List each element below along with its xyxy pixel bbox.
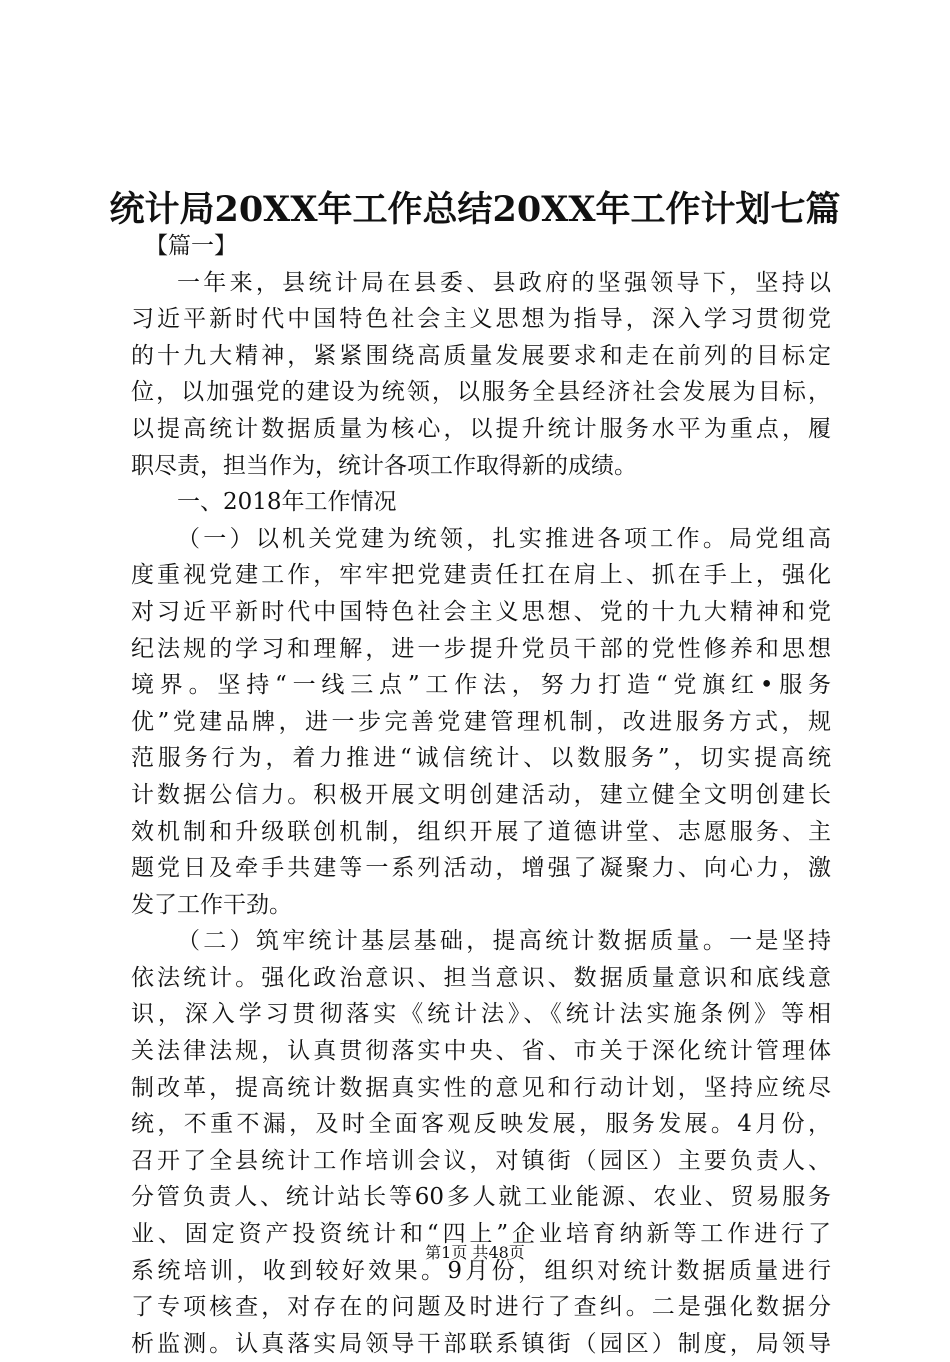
paragraph-line: 优”党建品牌，进一步完善党建管理机制，改进服务方式，规 (131, 708, 831, 735)
paragraph-line: 析监测。认真落实局领导干部联系镇街（园区）制度，局领导 (131, 1330, 831, 1357)
document-title: 统计局20XX年工作总结20XX年工作计划七篇 (109, 189, 841, 230)
paragraph-line: 效机制和升级联创机制，组织开展了道德讲堂、志愿服务、主 (131, 818, 831, 845)
paragraph-line: 的十九大精神，紧紧围绕高质量发展要求和走在前列的目标定 (131, 342, 831, 369)
paragraph-line: 纪法规的学习和理解，进一步提升党员干部的党性修养和思想 (131, 635, 831, 662)
paragraph-line: 职尽责，担当作为，统计各项工作取得新的成绩。 (131, 452, 637, 479)
paragraph-line: 度重视党建工作，牢牢把党建责任扛在肩上、抓在手上，强化 (131, 562, 831, 589)
document-body (131, 228, 831, 1362)
paragraph-line: 业、固定资产投资统计和“四上”企业培育纳新等工作进行了 (131, 1221, 831, 1248)
paragraph-line: 范服务行为，着力推进“诚信统计、以数服务”，切实提高统 (131, 745, 831, 772)
paragraph-line: （二）筑牢统计基层基础，提高统计数据质量。一是坚持 (177, 928, 831, 955)
paragraph-line: 关法律法规，认真贯彻落实中央、省、市关于深化统计管理体 (131, 1038, 831, 1065)
page-footer: 第1页 共48页 (425, 1243, 525, 1262)
paragraph-line: 一年来，县统计局在县委、县政府的坚强领导下，坚持以 (177, 269, 831, 296)
section-label: 【篇一】 (145, 233, 237, 259)
paragraph-line: 以提高统计数据质量为核心，以提升统计服务水平为重点，履 (131, 415, 831, 442)
paragraph-line: 分管负责人、统计站长等60多人就工业能源、农业、贸易服务 (131, 1184, 831, 1211)
paragraph-line: 习近平新时代中国特色社会主义思想为指导，深入学习贯彻党 (131, 306, 831, 333)
paragraph-line: 识，深入学习贯彻落实《统计法》、《统计法实施条例》等相 (131, 1001, 831, 1028)
paragraph-line: 制改革，提高统计数据真实性的意见和行动计划，坚持应统尽 (131, 1074, 831, 1101)
paragraph-line: 依法统计。强化政治意识、担当意识、数据质量意识和底线意 (131, 964, 831, 991)
paragraph-line: 统，不重不漏，及时全面客观反映发展，服务发展。4月份， (131, 1111, 831, 1138)
section-heading: 一、2018年工作情况 (177, 489, 397, 516)
paragraph-line: 计数据公信力。积极开展文明创建活动，建立健全文明创建长 (131, 781, 831, 808)
paragraph-line: 对习近平新时代中国特色社会主义思想、党的十九大精神和党 (131, 598, 831, 625)
paragraph-line: 境界。坚持“一线三点”工作法，努力打造“党旗红•服务 (131, 672, 831, 699)
paragraph-line: 题党日及牵手共建等一系列活动，增强了凝聚力、向心力，激 (131, 855, 831, 882)
paragraph-line: （一）以机关党建为统领，扎实推进各项工作。局党组高 (177, 525, 831, 552)
paragraph-line: 系统培训，收到较好效果。9月份，组织对统计数据质量进行 (131, 1257, 831, 1284)
paragraph-line: 召开了全县统计工作培训会议，对镇街（园区）主要负责人、 (131, 1147, 831, 1174)
paragraph-line: 了专项核查，对存在的问题及时进行了查纠。二是强化数据分 (131, 1294, 831, 1321)
paragraph-line: 位，以加强党的建设为统领，以服务全县经济社会发展为目标， (131, 379, 831, 406)
paragraph-line: 发了工作干劲。 (131, 891, 292, 918)
